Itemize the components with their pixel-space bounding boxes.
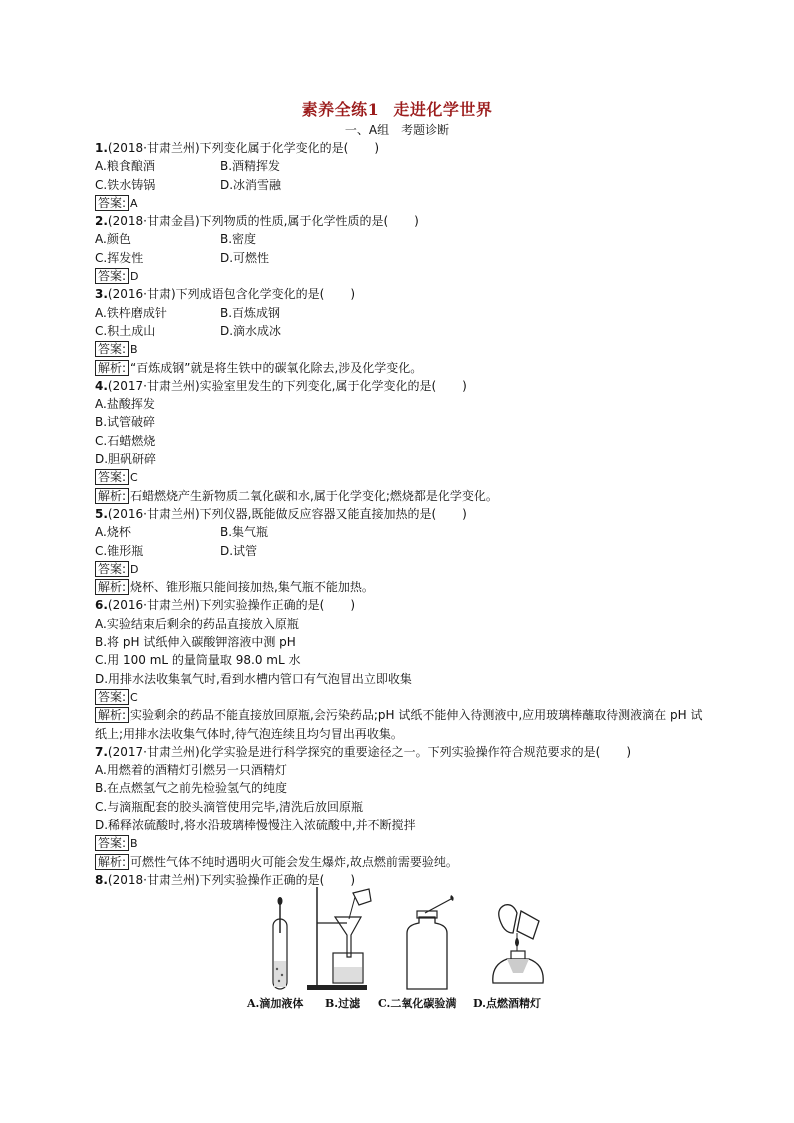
answer-value: D [130, 562, 139, 576]
question-stem: 2.(2018·甘肃金昌)下列物质的性质,属于化学性质的是( ) [95, 214, 419, 229]
option-row [95, 523, 705, 541]
option: A.用燃着的酒精灯引燃另一只酒精灯 [95, 763, 287, 778]
figure-caption-d: D.点燃酒精灯 [473, 997, 541, 1011]
option: D.滴水成冰 [220, 323, 282, 338]
question-stem: 8.(2018·甘肃兰州)下列实验操作正确的是( ) [95, 872, 356, 887]
title-part1: 素养全练1 [301, 100, 380, 119]
option: A.烧杯 [95, 525, 131, 540]
option: D.可燃性 [220, 250, 270, 265]
analysis-line [95, 487, 705, 505]
answer-tag: 答案: [95, 561, 129, 577]
option: A.盐酸挥发 [95, 397, 155, 412]
option: C.挥发性 [95, 250, 144, 265]
analysis-text: 实验剩余的药品不能直接放回原瓶,会污染药品;pH 试纸不能伸入待测液中,应用玻璃棒蘸取待测液滴在 pH 试纸上;用排水法收集气体时,待气泡连续且均匀冒出再收集。 [95, 708, 703, 741]
option: B.百炼成钢 [220, 305, 281, 320]
question-list [95, 139, 705, 1017]
question-stem: 7.(2017·甘肃兰州)化学实验是进行科学探究的重要途径之一。下列实验操作符合规范要求的是( ) [95, 744, 632, 759]
page-title [0, 97, 794, 120]
answer-line [95, 834, 705, 852]
answer-value: A [130, 196, 138, 210]
answer-tag: 答案: [95, 835, 129, 851]
answer-value: C [130, 690, 138, 704]
option: C.石蜡燃烧 [95, 433, 156, 448]
question-stem: 1.(2018·甘肃兰州)下列变化属于化学变化的是( ) [95, 141, 380, 155]
analysis-line [95, 706, 705, 743]
analysis-text: 烧杯、锥形瓶只能间接加热,集气瓶不能加热。 [130, 580, 374, 595]
analysis-tag: 解析: [95, 360, 129, 376]
analysis-text: “百炼成钢”就是将生铁中的碳氧化除去,涉及化学变化。 [130, 360, 423, 375]
option-row [95, 322, 705, 340]
option: A.颜色 [95, 232, 131, 247]
alcohol-lamp-figure [483, 893, 553, 993]
answer-value: B [130, 343, 138, 357]
answer-line [95, 194, 705, 212]
question-stem: 4.(2017·甘肃兰州)实验室里发生的下列变化,属于化学变化的是( ) [95, 378, 467, 393]
answer-line [95, 560, 705, 578]
answer-tag: 答案: [95, 689, 129, 705]
answer-tag: 答案: [95, 469, 129, 485]
answer-line [95, 468, 705, 486]
experiment-figures [95, 889, 705, 1017]
analysis-tag: 解析: [95, 707, 129, 723]
co2-test-figure [395, 893, 465, 993]
question-stem: 6.(2016·甘肃兰州)下列实验操作正确的是( ) [95, 598, 356, 613]
option: C.锥形瓶 [95, 543, 144, 558]
option-row [95, 157, 705, 175]
option: B.将 pH 试纸伸入碳酸钾溶液中测 pH [95, 635, 296, 650]
option: B.集气瓶 [220, 525, 269, 540]
answer-value: B [130, 837, 138, 851]
option: C.用 100 mL 的量筒量取 98.0 mL 水 [95, 653, 301, 668]
option: A.实验结束后剩余的药品直接放入原瓶 [95, 616, 299, 631]
subtitle-part2: 考题诊断 [401, 123, 450, 137]
option: C.积土成山 [95, 323, 156, 338]
option: B.密度 [220, 232, 257, 247]
answer-line [95, 340, 705, 358]
option: A.粮食酿酒 [95, 159, 155, 174]
option-row [95, 249, 705, 267]
subtitle-part1: 一、A组 [344, 123, 390, 137]
question-stem: 3.(2016·甘肃)下列成语包含化学变化的是( ) [95, 287, 356, 302]
answer-tag: 答案: [95, 268, 129, 284]
option: D.冰消雪融 [220, 177, 282, 192]
analysis-text: 可燃性气体不纯时遇明火可能会发生爆炸,故点燃前需要验纯。 [130, 854, 458, 869]
analysis-line [95, 853, 705, 871]
title-part2: 走进化学世界 [393, 100, 493, 119]
option-row [95, 176, 705, 194]
question-stem: 5.(2016·甘肃兰州)下列仪器,既能做反应容器又能直接加热的是( ) [95, 506, 467, 521]
option: B.酒精挥发 [220, 159, 281, 174]
filtration-figure [303, 885, 383, 993]
answer-tag: 答案: [95, 195, 129, 211]
figure-caption-a: A.滴加液体 [247, 997, 304, 1011]
figure-caption-b: B.过滤 [325, 997, 361, 1011]
option: D.用排水法收集氧气时,看到水槽内管口有气泡冒出立即收集 [95, 671, 412, 686]
analysis-line [95, 359, 705, 377]
analysis-tag: 解析: [95, 854, 129, 870]
analysis-tag: 解析: [95, 488, 129, 504]
analysis-text: 石蜡燃烧产生新物质二氧化碳和水,属于化学变化;燃烧都是化学变化。 [130, 488, 498, 503]
analysis-line [95, 578, 705, 596]
answer-tag: 答案: [95, 341, 129, 357]
answer-line [95, 267, 705, 285]
analysis-tag: 解析: [95, 579, 129, 595]
option-row [95, 542, 705, 560]
option: D.试管 [220, 543, 258, 558]
option-row [95, 230, 705, 248]
option-row [95, 304, 705, 322]
option: B.在点燃氢气之前先检验氢气的纯度 [95, 781, 288, 796]
option: C.铁水铸锅 [95, 177, 156, 192]
section-subtitle [0, 121, 794, 138]
option: A.铁杵磨成针 [95, 305, 167, 320]
answer-line [95, 688, 705, 706]
option: C.与滴瓶配套的胶头滴管使用完毕,清洗后放回原瓶 [95, 799, 364, 814]
option: D.稀释浓硫酸时,将水沿玻璃棒慢慢注入浓硫酸中,并不断搅拌 [95, 817, 416, 832]
answer-value: C [130, 471, 138, 485]
answer-value: D [130, 270, 139, 284]
dropper-test-tube-figure [260, 893, 300, 993]
figure-caption-c: C.二氧化碳验满 [378, 997, 457, 1011]
option: D.胆矾研碎 [95, 452, 157, 467]
option: B.试管破碎 [95, 415, 156, 430]
